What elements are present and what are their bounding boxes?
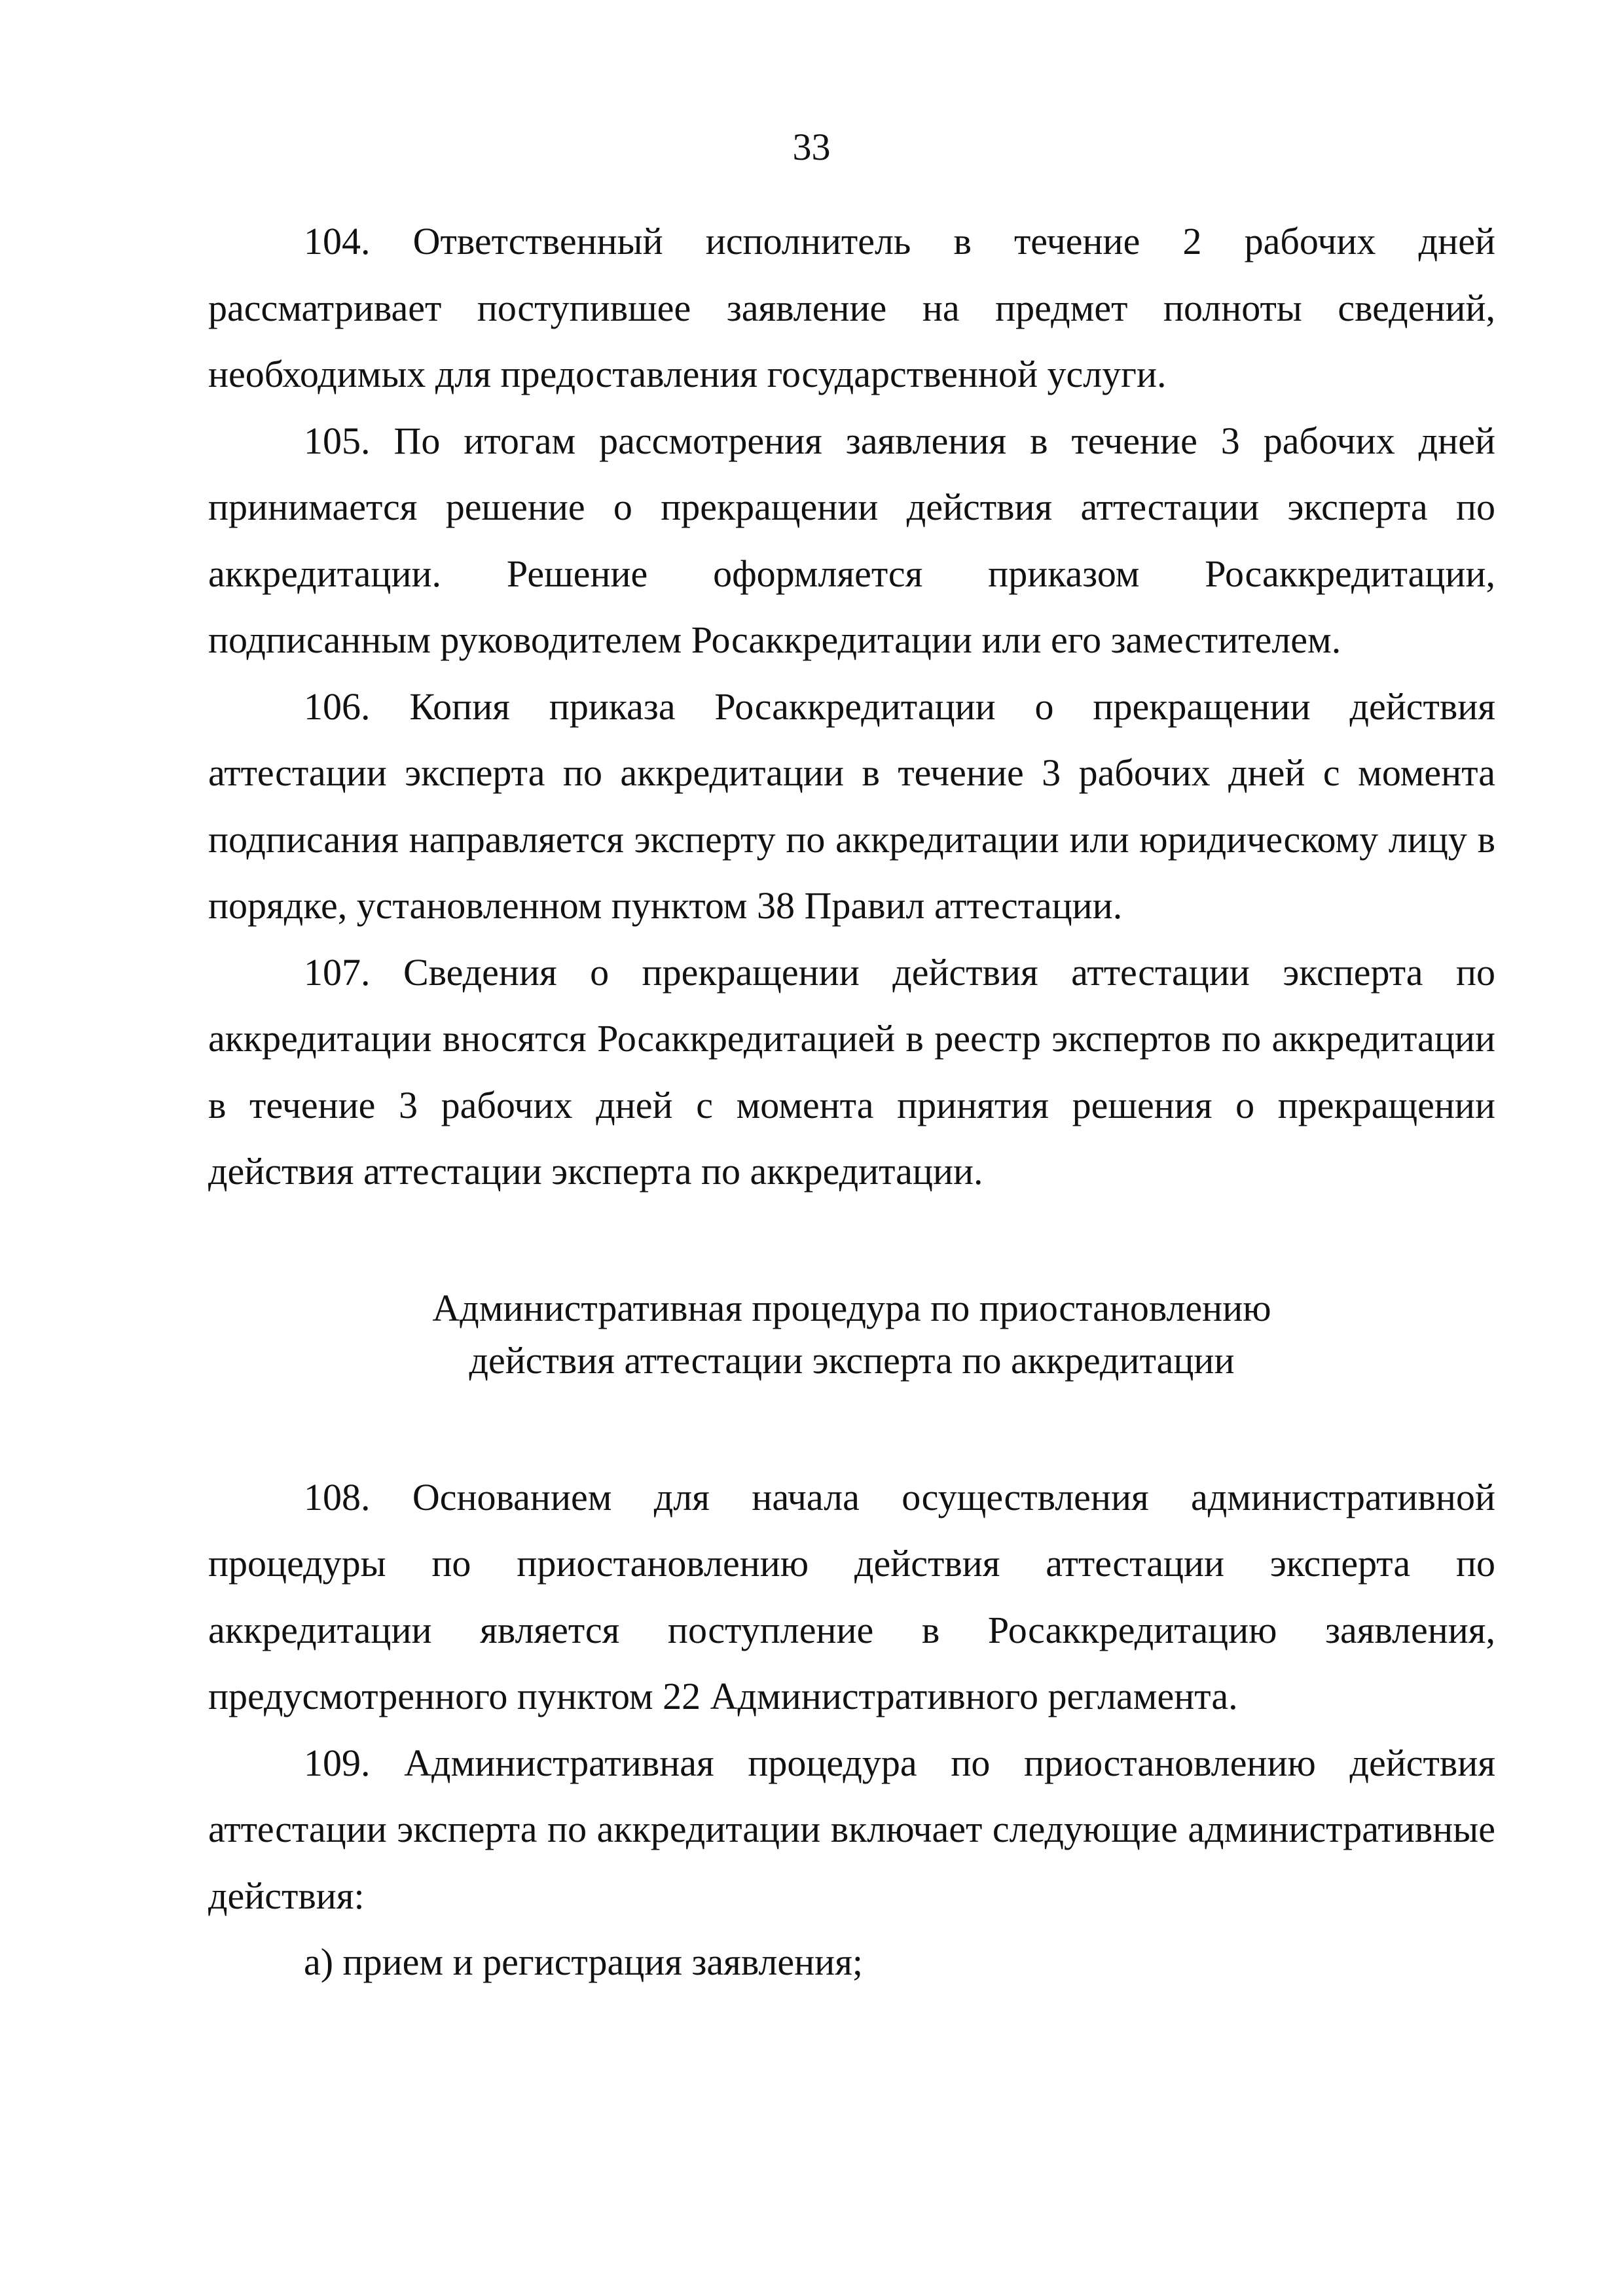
paragraph-108: 108. Основанием для начала осуществления административной процедуры по приостановлению действия аттестации эксперта по аккредитации является поступление в Росаккредитацию заявления, предусмотренного пунктом 22 Административного регламента. <box>208 1475 1495 1717</box>
list-item-a: а) прием и регистрация заявления; <box>304 1941 863 1983</box>
paragraph-106: 106. Копия приказа Росаккредитации о прекращении действия аттестации эксперта по аккредитации в течение 3 рабочих дней с момента подписания направляется эксперту по аккредитации или юридическому лицу в порядке, установленном пунктом 38 Правил аттестации. <box>208 685 1495 927</box>
paragraph-105: 105. По итогам рассмотрения заявления в течение 3 рабочих дней принимается решение о прекращении действия аттестации эксперта по аккредитации. Решение оформляется приказом Росаккредитации, подписанным руководителем Росаккредитации или его заместителем. <box>208 419 1495 661</box>
document-body <box>208 208 1495 1996</box>
paragraph-104: 104. Ответственный исполнитель в течение 2 рабочих дней рассматривает поступившее заявление на предмет полноты сведений, необходимых для предоставления государственной услуги. <box>208 220 1495 395</box>
page-number: 33 <box>792 126 831 168</box>
section-heading-line-2: действия аттестации эксперта по аккредитации <box>469 1338 1235 1382</box>
paragraph-107: 107. Сведения о прекращении действия аттестации эксперта по аккредитации вносятся Росаккредитацией в реестр экспертов по аккредитации в течение 3 рабочих дней с момента принятия решения о прекращении действия аттестации эксперта по аккредитации. <box>208 950 1495 1193</box>
section-heading-line-1: Административная процедура по приостановлению <box>432 1286 1271 1329</box>
paragraph-109: 109. Административная процедура по приостановлению действия аттестации эксперта по аккредитации включает следующие административные действия: <box>208 1741 1495 1917</box>
section-heading <box>208 1282 1495 1387</box>
